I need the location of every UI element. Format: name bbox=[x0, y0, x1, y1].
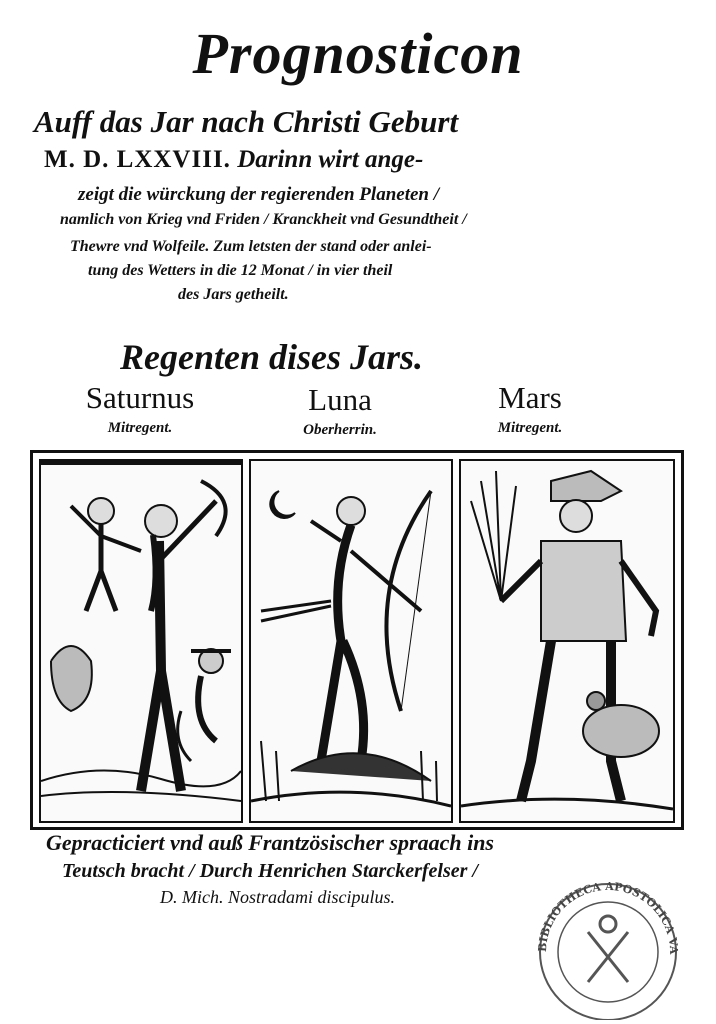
regents-heading: Regenten dises Jars. bbox=[120, 337, 424, 377]
intro-line-3: namlich von Krieg vnd Friden / Kranckheit vnd Gesundtheit / bbox=[60, 211, 467, 228]
intro-line-1 bbox=[44, 146, 423, 174]
intro-line-2: zeigt die würckung der regierenden Planeten / bbox=[78, 184, 439, 205]
planet-role: Mitregent. bbox=[107, 420, 173, 436]
page-title: Prognosticon bbox=[192, 21, 524, 86]
library-seal-icon bbox=[528, 872, 688, 1020]
intro-line-5: tung des Wetters in die 12 Monat / in vier theil bbox=[88, 262, 393, 279]
planet-role: Mitregent. bbox=[497, 420, 563, 436]
footer-line-1: Gepracticiert vnd auß Frantzösischer spraach ins bbox=[46, 830, 494, 855]
saturn-woodcut-icon bbox=[39, 459, 243, 823]
intro-line-6: des Jars getheilt. bbox=[178, 286, 289, 303]
intro-line-1-rest: Darinn wirt ange- bbox=[237, 146, 424, 173]
year-numeral: M. D. LXXVIII. bbox=[44, 146, 231, 173]
planet-name: Mars bbox=[498, 380, 562, 415]
planet-saturnus bbox=[40, 380, 240, 437]
planet-name: Saturnus bbox=[85, 380, 195, 415]
subtitle: Auff das Jar nach Christi Geburt bbox=[34, 104, 459, 139]
luna-woodcut-icon bbox=[249, 459, 453, 823]
woodcut-frame bbox=[30, 450, 684, 830]
planet-role: Oberherrin. bbox=[303, 422, 377, 438]
mars-woodcut-icon bbox=[459, 459, 675, 823]
footer-line-2: Teutsch bracht / Durch Henrichen Starckerfelser / bbox=[62, 860, 478, 882]
planet-mars bbox=[430, 380, 630, 437]
planet-name: Luna bbox=[308, 382, 372, 417]
footer-line-3: D. Mich. Nostradami discipulus. bbox=[160, 887, 396, 907]
intro-line-4: Thewre vnd Wolfeile. Zum letsten der stand oder anlei- bbox=[70, 238, 432, 255]
stamp-text: BIBLIOTHECA APOSTOLICA VA bbox=[535, 879, 681, 954]
planet-luna bbox=[240, 382, 440, 439]
